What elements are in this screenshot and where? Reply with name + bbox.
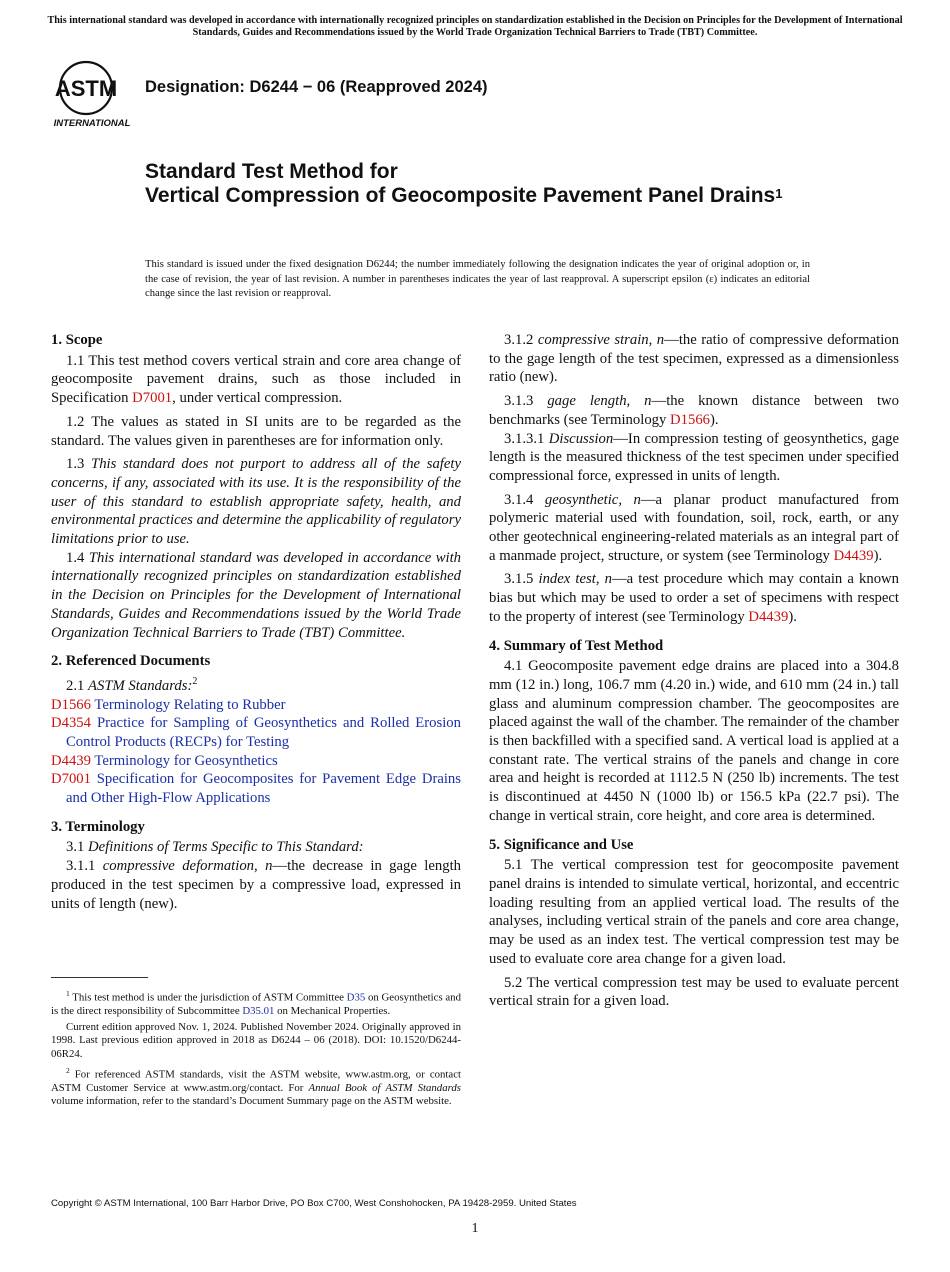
copyright-line: Copyright © ASTM International, 100 Barr Harbor Drive, PO Box C700, West Conshohocken, PA 19428-2959. United States [51,1198,577,1209]
referenced-2-1: 2.1 ASTM Standards:$^2$ [66,675,198,694]
title-footnote-mark: 1 [775,186,783,201]
terminology-3-1: 3.1 Definitions of Terms Specific to This Standard: [66,839,364,856]
logo-letters: ASTM [54,76,118,101]
footnote-2: $^2$ For referenced ASTM standards, visit the ASTM website, www.astm.org, or contact ASTM Customer Service at www.astm.org/contact. For Annual Book of ASTM Standards volume information, refer to the standard’s Document Summary page on the ASTM website. [51,1065,461,1108]
international-standard-notice: This international standard was developed in accordance with internationally recognized principles on standardization established in the Decision on Principles for the Development of International Standards, Guides and Recommendations issued by the World Trade Organization Technical Barriers to Trade (TBT) Committee. [47,15,903,38]
ref-item-d4354[interactable]: D4354 Practice for Sampling of Geosynthetics and Rolled Erosion Control Products (RECPs) for Testing [51,715,461,750]
terminology-3-1-2: 3.1.2 compressive strain, n—the ratio of compressive deformation to the gage length of the test specimen, expressed as a dimensionless ratio (new). [489,332,899,386]
left-column [51,331,461,913]
section-scope-heading: 1. Scope [51,332,103,348]
title-line-1: Standard Test Method for [145,160,398,183]
footnote-divider [51,977,148,978]
logo-word: INTERNATIONAL [53,118,131,129]
terminology-3-1-5: 3.1.5 index test, n—a test procedure which may contain a known bias but which may be used to order a set of specimens with respect to the property of interest (see Terminology D4439). [489,571,900,625]
significance-5-2: 5.2 The vertical compression test may be used to evaluate percent vertical strain for a given load. [489,974,899,1010]
section-terminology-heading: 3. Terminology [51,818,145,835]
document-title [145,160,845,208]
ref-item-d4439[interactable]: D4439 Terminology for Geosynthetics [51,752,278,769]
section-significance-heading: 5. Significance and Use [489,836,634,853]
ref-item-d1566[interactable]: D1566 Terminology Relating to Rubber [51,696,286,713]
standard-issuance-note: This standard is issued under the fixed designation D6244; the number immediately following the designation indicates the year of original adoption or, in the case of revision, the year of last revision. A number in parentheses indicates the year of last reapproval. A superscript epsilon (ε) indicates an editorial change since the last revision or reapproval. [145,259,810,299]
right-column [489,331,899,1011]
terminology-3-1-4: 3.1.4 geosynthetic, n—a planar product manufactured from polymeric material used with foundation, soil, rock, earth, or any other geotechnical engineering-related materials as an integral part of a manmade project, structure, or system (see Terminology D4439). [489,491,900,564]
link-d1566[interactable]: D1566 [670,411,711,428]
scope-1-1: 1.1 This test method covers vertical strain and core area change of geocomposite pavement drains, such as those included in Specification D7001, under vertical compression. [51,352,461,407]
page-number: 1 [471,1221,479,1236]
link-d35[interactable]: D35 [346,991,366,1004]
terminology-3-1-3-1: 3.1.3.1 Discussion—In compression testing of geosynthetics, gage length is the measured thickness of the test specimen under specified compressional force, expressed in units of length. [489,430,899,484]
significance-5-1: 5.1 The vertical compression test for geocomposite pavement panel drains is intended to simulate vertical, horizontal, and eccentric loading resulting from an applied vertical load. The results of the analyses, including vertical strain of the panels and core area change, may be used as an index test. The vertical compression test may be used to evaluate core area change for a given load. [489,857,899,967]
scope-1-4: 1.4 This international standard was developed in accordance with internationally recognized principles on standardization established in the Decision on Principles for the Development of International Standards, Guides and Recommendations issued by the World Trade Organization Technical Barriers to Trade (TBT) Committee. [51,549,461,641]
footnote-1-edition: Current edition approved Nov. 1, 2024. Published November 2024. Originally approved in 1998. Last previous edition approved in 2018 as D6244 – 06 (2018). DOI: 10.1520/D6244-06R24. [51,1020,461,1060]
summary-4-1: 4.1 Geocomposite pavement edge drains are placed into a 304.8 mm (12 in.) long, 106.7 mm (4.20 in.) wide, and 610 mm (24 in.) tall glass and aluminum compression chamber. The geocomposites are placed against the wall of the chamber. The remainder of the chamber is then backfilled with a specified sand. A vertical load is applied at a constant rate. The vertical strains of the panels and change in core area and height is recorded at 1112.5 N (250 lb) increments. The test is discontinued at 4450 N (1000 lb) or 156.5 kPa (22.7 psi). The change in vertical strain, core height, and core area is determined. [489,658,899,824]
designation: Designation: D6244 − 06 (Reapproved 2024) [145,78,488,96]
scope-1-2: 1.2 The values as stated in SI units are to be regarded as the standard. The values given in parentheses are for information only. [51,413,461,449]
link-d4439[interactable]: D4439 [833,547,874,564]
ref-item-d7001[interactable]: D7001 Specification for Geocomposites for Pavement Edge Drains and Other High-Flow Applications [51,771,461,807]
title-main: Vertical Compression of Geocomposite Pavement Panel Drains [145,184,776,207]
link-d7001[interactable]: D7001 [132,390,173,407]
footnotes [51,987,461,1111]
terminology-3-1-3: 3.1.3 gage length, n—the known distance between two benchmarks (see Terminology D1566). [489,393,900,428]
terminology-3-1-1: 3.1.1 compressive deformation, n—the decrease in gage length produced in the test specimen by a compressive load, expressed in units of length (new). [51,858,462,912]
section-summary-heading: 4. Summary of Test Method [489,637,664,654]
title-line-2 [145,184,845,208]
astm-international-logo [52,58,136,130]
link-d35-01[interactable]: D35.01 [242,1005,275,1018]
footnote-1: $^1$ This test method is under the jurisdiction of ASTM Committee D35 on Geosynthetics and is the direct responsibility of Subcommittee D35.01 on Mechanical Properties. [51,989,461,1018]
link-d4439-2[interactable]: D4439 [748,608,789,625]
section-referenced-heading: 2. Referenced Documents [51,653,211,670]
scope-1-3: 1.3 This standard does not purport to address all of the safety concerns, if any, associated with its use. It is the responsibility of the user of this standard to establish appropriate safety, health, and environmental practices and determine the applicability of regulatory limitations prior to use. [51,456,462,548]
